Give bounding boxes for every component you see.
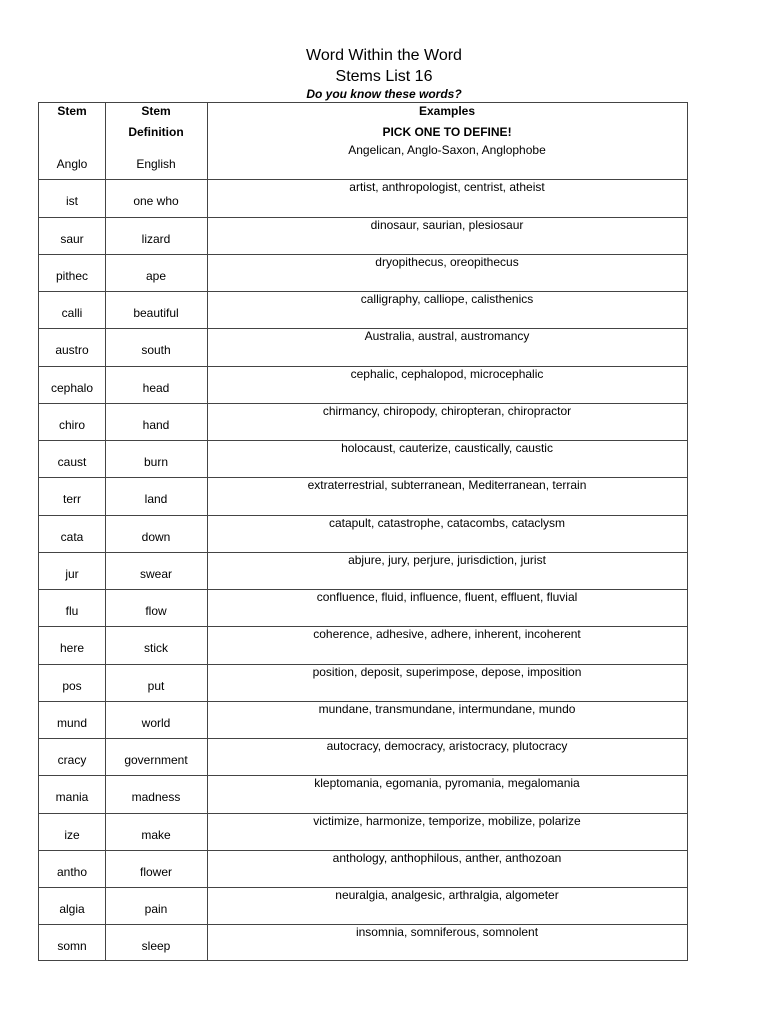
stem-cell: ist <box>66 194 78 209</box>
examples-cell: anthology, anthophilous, anther, anthozoan <box>332 850 562 865</box>
stems-table <box>38 102 688 961</box>
examples-cell: mundane, transmundane, intermundane, mundo <box>318 701 576 716</box>
stem-cell: Anglo <box>56 157 88 171</box>
examples-cell: confluence, fluid, influence, fluent, effluent, fluvial <box>316 590 578 604</box>
stem-cell: pos <box>62 678 82 693</box>
stem-cell: mund <box>56 715 88 730</box>
stem-cell: saur <box>60 231 84 246</box>
examples-cell: insomnia, somniferous, somnolent <box>355 925 539 940</box>
header-definition-line1: Stem <box>141 104 171 118</box>
definition-cell: government <box>124 753 188 767</box>
examples-cell: coherence, adhesive, adhere, inherent, incoherent <box>313 627 581 642</box>
definition-cell: stick <box>144 641 168 656</box>
stem-cell: calli <box>61 306 83 320</box>
stem-cell: chiro <box>58 417 85 432</box>
examples-cell: catapult, catastrophe, catacombs, cataclysm <box>328 515 566 530</box>
examples-cell: neuralgia, analgesic, arthralgia, algometer <box>335 888 559 902</box>
stem-cell: cracy <box>57 753 87 767</box>
examples-cell: dinosaur, saurian, plesiosaur <box>370 217 524 232</box>
stem-cell: terr <box>63 492 81 507</box>
header-examples-line2: PICK ONE TO DEFINE! <box>382 125 512 139</box>
definition-cell: head <box>142 380 170 395</box>
column-divider <box>207 103 208 960</box>
document-subtitle: Stems List 16 <box>335 68 433 85</box>
stem-cell: cephalo <box>50 380 94 395</box>
examples-cell: cephalic, cephalopod, microcephalic <box>350 366 544 381</box>
definition-cell: down <box>141 529 171 544</box>
examples-cell: dryopithecus, oreopithecus <box>375 254 519 269</box>
definition-cell: ape <box>145 268 167 283</box>
examples-cell: position, deposit, superimpose, depose, imposition <box>312 664 582 679</box>
stem-cell: caust <box>57 455 87 469</box>
examples-cell: Australia, austral, austromancy <box>364 329 530 344</box>
stem-cell: austro <box>55 343 89 358</box>
stem-cell: mania <box>55 790 89 805</box>
definition-cell: south <box>141 343 171 358</box>
definition-cell: hand <box>142 417 170 432</box>
document-title: Word Within the Word <box>306 47 462 64</box>
definition-cell: beautiful <box>133 306 179 320</box>
definition-cell: make <box>141 827 171 842</box>
stem-cell: here <box>59 641 85 656</box>
definition-cell: burn <box>143 455 169 469</box>
examples-cell: calligraphy, calliope, calisthenics <box>360 292 534 306</box>
examples-cell: abjure, jury, perjure, jurisdiction, jurist <box>348 552 546 567</box>
definition-cell: world <box>141 715 171 730</box>
stem-cell: somn <box>57 939 87 954</box>
definition-cell: flow <box>145 604 167 618</box>
definition-cell: swear <box>139 566 172 581</box>
definition-cell: sleep <box>141 939 171 954</box>
examples-cell: chirmancy, chiropody, chiropteran, chiropractor <box>322 403 572 418</box>
definition-cell: one who <box>133 194 179 209</box>
definition-cell: pain <box>144 902 168 916</box>
header-definition-line2: Definition <box>128 125 184 139</box>
header-examples-line1: Examples <box>418 104 476 118</box>
stem-cell: jur <box>65 566 79 581</box>
stem-cell: cata <box>60 529 84 544</box>
definition-cell: put <box>147 678 165 693</box>
definition-cell: English <box>136 157 176 171</box>
definition-cell: land <box>144 492 168 507</box>
definition-cell: madness <box>131 790 181 805</box>
examples-cell: holocaust, cauterize, caustically, caustic <box>341 441 553 455</box>
examples-cell: victimize, harmonize, temporize, mobilize, polarize <box>313 813 581 828</box>
stem-cell: flu <box>65 604 79 618</box>
header-stem: Stem <box>57 104 87 118</box>
examples-cell: artist, anthropologist, centrist, atheist <box>349 180 545 195</box>
definition-cell: flower <box>139 864 172 879</box>
examples-cell: kleptomania, egomania, pyromania, megalomania <box>314 776 580 791</box>
examples-cell: extraterrestrial, subterranean, Mediterranean, terrain <box>307 478 587 493</box>
stem-cell: antho <box>56 864 88 879</box>
stem-cell: pithec <box>55 268 89 283</box>
stem-cell: ize <box>64 827 80 842</box>
examples-cell: autocracy, democracy, aristocracy, plutocracy <box>326 739 568 753</box>
stem-cell: algia <box>59 902 85 916</box>
document-prompt: Do you know these words? <box>306 87 462 101</box>
examples-cell: Angelican, Anglo-Saxon, Anglophobe <box>348 143 546 157</box>
definition-cell: lizard <box>141 231 171 246</box>
